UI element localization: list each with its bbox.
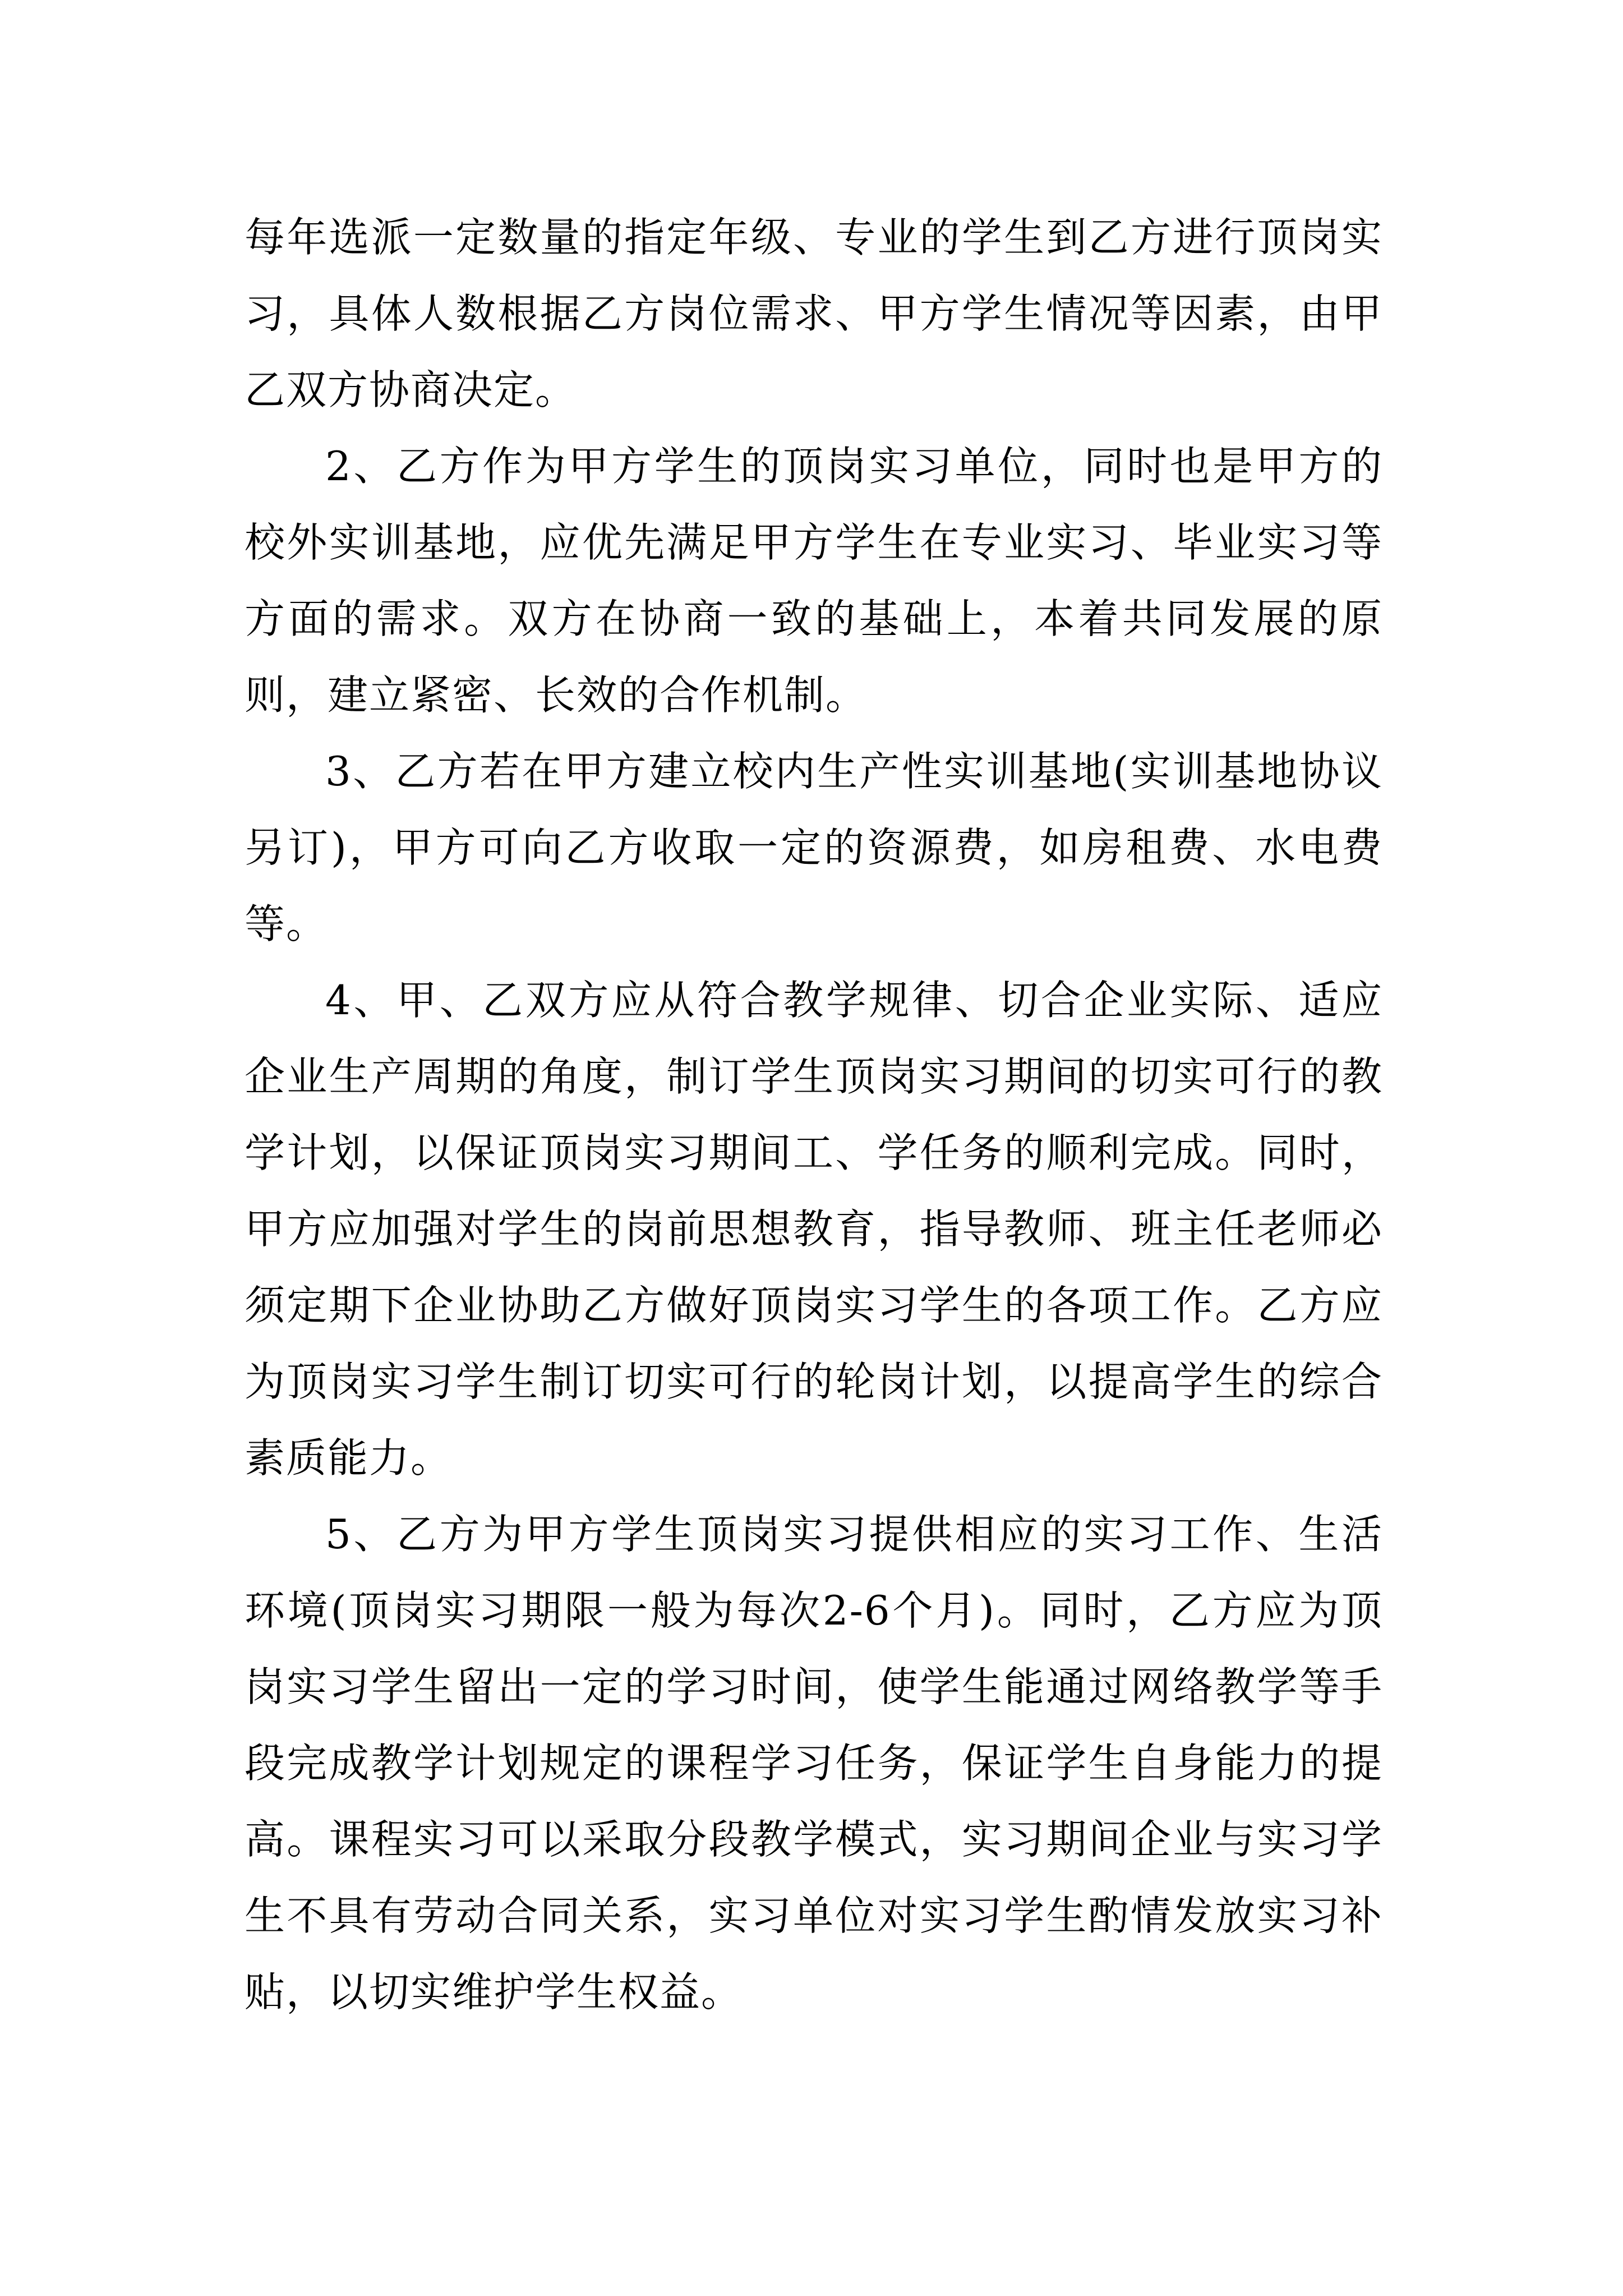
paragraph-item-3: 3、乙方若在甲方建立校内生产性实训基地(实训基地协议另订)，甲方可向乙方收取一定的资源费，如房租费、水电费等。	[245, 748, 1383, 947]
paragraph-item-4: 4、甲、乙双方应从符合教学规律、切合企业实际、适应企业生产周期的角度，制订学生顶岗实习期间的切实可行的教学计划，以保证顶岗实习期间工、学任务的顺利完成。同时，甲方应加强对学生的岗前思想教育，指导教师、班主任老师必须定期下企业协助乙方做好顶岗实习学生的各项工作。乙方应为顶岗实习学生制订切实可行的轮岗计划，以提高学生的综合素质能力。	[245, 977, 1383, 1481]
document-body	[245, 199, 1383, 2030]
paragraph-continuation: 每年选派一定数量的指定年级、专业的学生到乙方进行顶岗实习，具体人数根据乙方岗位需求、甲方学生情况等因素，由甲乙双方协商决定。	[245, 214, 1383, 413]
paragraph-item-5: 5、乙方为甲方学生顶岗实习提供相应的实习工作、生活环境(顶岗实习期限一般为每次2-6个月)。同时，乙方应为顶岗实习学生留出一定的学习时间，使学生能通过网络教学等手段完成教学计划规定的课程学习任务，保证学生自身能力的提高。课程实习可以采取分段教学模式，实习期间企业与实习学生不具有劳动合同关系，实习单位对实习学生酌情发放实习补贴，以切实维护学生权益。	[245, 1511, 1383, 2016]
paragraph-item-2: 2、乙方作为甲方学生的顶岗实习单位，同时也是甲方的校外实训基地，应优先满足甲方学生在专业实习、毕业实习等方面的需求。双方在协商一致的基础上，本着共同发展的原则，建立紧密、长效的合作机制。	[245, 443, 1383, 719]
